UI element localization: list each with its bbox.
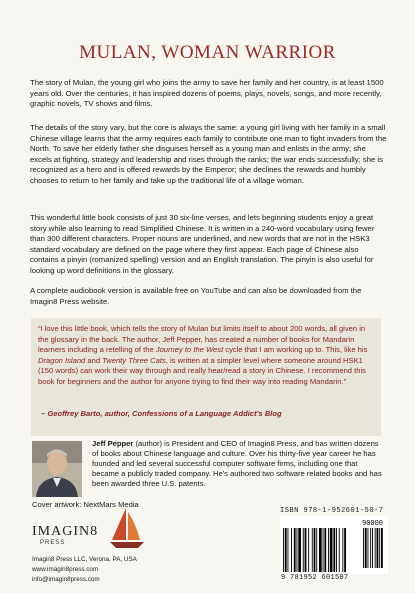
- publisher-logo-text: IMAGIN8: [32, 524, 99, 539]
- barcode-bars: [280, 516, 388, 574]
- book-title: MULAN, WOMAN WARRIOR: [79, 42, 336, 63]
- cover-artwork-credit: Cover artwork: NextMars Media: [32, 500, 139, 509]
- author-photo: [32, 441, 82, 497]
- isbn-label: ISBN 978-1-952601-50-7: [280, 507, 384, 515]
- publisher-address: Imagin8 Press LLC, Verona, PA, USA: [32, 556, 137, 563]
- author-bio: Jeff Pepper (author) is President and CEO of Imagin8 Press, and has written dozens of books about Chinese language and culture. Over his thirty-five year career he has founded and led several successful computer software firms, including one that became a publicly traded company. He's authored two software related books and has been awarded three U.S. patents.: [92, 439, 382, 488]
- barcode-digits: 9 781952 601507: [281, 574, 349, 582]
- review-attribution: – Geoffrey Barto, author, Confessions of a Language Addict's Blog: [41, 409, 282, 418]
- sailboat-logo-icon: [108, 506, 146, 550]
- review-quote-box: [31, 318, 381, 436]
- description-paragraph-2: The details of the story vary, but the core is always the same: a young girl living with her family in a small Chinese village learns that the army requires each family to contribute one man to fight invaders from the North. To save her elderly father she disguises herself as a young man and enlists in the army; she excels at fighting, strategy and leadership and rises through the ranks; the war ends successfully; she is recognized as a hero and is offered rewards by the Emperor; she declines the rewards and humbly chooses to return to her family and take up the traditional life of a village woman.: [30, 123, 387, 185]
- review-quote-text: “I love this little book, which tells the story of Mulan but limits itself to about 200 words, all given in the glossary in the back. The author, Jeff Pepper, has created a number of books for Mandarin learners including a retelling of the Journey to the West cycle that I am working up to. This, like his Dragon Island and Twenty Three Cats, is written at a simpler level where someone around HSK1 (150 words) can work their way through and really hear/read a story in Chinese. I recommend this book for beginners and the author for anyone trying to find their way into reading Mandarin.”: [38, 324, 368, 386]
- barcode: [280, 516, 388, 574]
- author-name: Jeff Pepper: [92, 439, 134, 448]
- description-paragraph-4: A complete audiobook version is available free on YouTube and can also be downloaded from the Imagin8 Press website.: [30, 286, 362, 306]
- description-paragraph-3: This wonderful little book consists of just 30 six-line verses, and lets beginning students enjoy a great story while also learning to read Simplified Chinese. It is written in a 240-word vocabulary using fewer than 300 different characters. Proper nouns are underlined, and new words that are not in the HSK3 standard vocabulary are defined on the page where they first appear. Each page of Chinese also contains a pinyin (romanized spelling) version and an English translation. The pinyin is also useful for looking up word definitions in the glossary.: [30, 213, 375, 275]
- publisher-info: [32, 555, 137, 585]
- description-paragraph-1: The story of Mulan, the young girl who joins the army to save her family and her country, is at least 1500 years old. Over the centuries, it has inspired dozens of poems, plays, novels, songs, and more recently, graphic novels, TV shows and films.: [30, 78, 384, 108]
- publisher-email: info@imagin8press.com: [32, 576, 100, 583]
- publisher-logo-subtitle: PRESS: [40, 540, 66, 546]
- barcode-addon-digits: 90000: [362, 520, 384, 528]
- publisher-website: www.imagin8press.com: [32, 566, 99, 573]
